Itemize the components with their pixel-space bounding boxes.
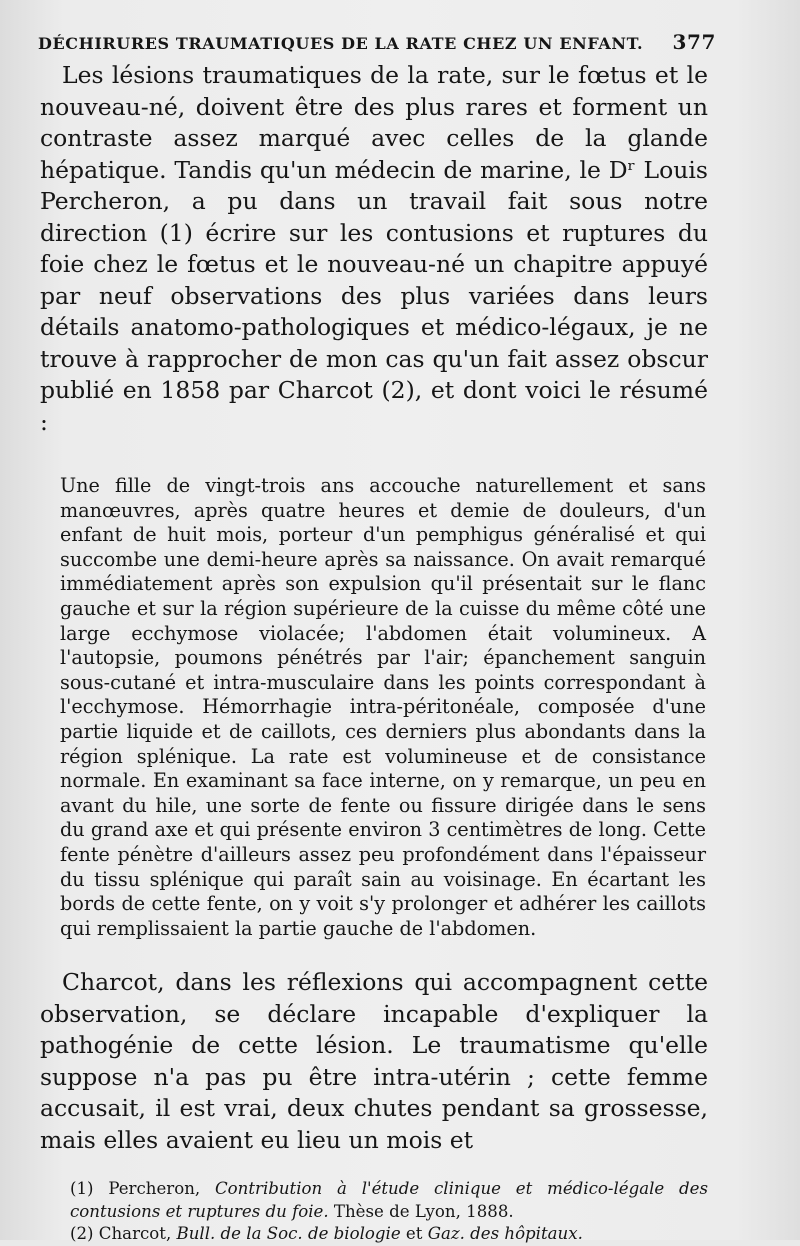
footnote-2-title: Bull. de la Soc. de biologie — [176, 1224, 401, 1244]
footnote-2-title2: Gaz. des hôpitaux. — [427, 1224, 583, 1244]
paragraph-2: Charcot, dans les réflexions qui accompagnent cette observation, se déclare incapable d'expliquer la pathogénie de cette lésion. Le traumatisme qu'elle suppose n'a pas pu être intra-utérin ; cette femme accusait, il est vrai, deux chutes pendant sa grossesse, mais elles avaient eu lieu un mois et — [40, 968, 708, 1154]
paragraph-1: Les lésions traumatiques de la rate, sur le fœtus et le nouveau-né, doivent être des plus rares et forment un contraste assez marqué avec celles de la glande hépatique. Tandis qu'un médecin de marine, le Dʳ Louis Percheron, a pu dans un travail fait sous notre direction (1) écrire sur les contusions et ruptures du foie chez le fœtus et le nouveau-né un chapitre appuyé par neuf observations des plus variées dans leurs détails anatomo-pathologiques et médico-légaux, je ne trouve à rapprocher de mon cas qu'un fait assez obscur publié en 1858 par Charcot (2), et dont voici le résumé : — [40, 61, 708, 436]
footnote-2-marker: (2) — [70, 1224, 94, 1244]
footnote-1-marker: (1) — [70, 1179, 94, 1199]
running-header — [38, 30, 716, 54]
footnote-2-author: Charcot, — [98, 1224, 172, 1244]
footnote-1-rest: Thèse de Lyon, 1888. — [333, 1201, 514, 1221]
footnote-2-and: et — [405, 1224, 423, 1244]
footnote-1-title: Contribution à l'étude clinique et médico-légale des contusions et ruptures du foie. — [70, 1179, 708, 1221]
case-summary-quote: Une fille de vingt-trois ans accouche naturellement et sans manœuvres, après quatre heures et demie de douleurs, d'un enfant de huit mois, porteur d'un pemphigus généralisé et qui succombe une demi-heure après sa naissance. On avait remarqué immédiatement après son expulsion qu'il présentait sur le flanc gauche et sur la région supérieure de la cuisse du même côté une large ecchymose violacée; l'abdomen était volumineux. A l'autopsie, poumons pénétrés par l'air; épanchement sanguin sous-cutané et intra-musculaire dans les points correspondant à l'ecchymose. Hémorrhagie intra-péritonéale, composée d'une partie liquide et de caillots, ces derniers plus abondants dans la région splénique. La rate est volumineuse et de consistance normale. En examinant sa face interne, on y remarque, un peu en avant du hile, une sorte de fente ou fissure dirigée dans le sens du grand axe et qui présente environ 3 centimètres de long. Cette fente pénètre d'ailleurs assez peu profondément dans l'épaisseur du tissu splénique qui paraît sain au voisinage. En écartant les bords de cette fente, on y voit s'y prolonger et adhérer les caillots qui remplissaient la partie gauche de l'abdomen. — [60, 474, 706, 940]
page-number: 377 — [672, 30, 716, 54]
footnotes — [40, 1178, 708, 1246]
footnote-1-author: Percheron, — [108, 1179, 201, 1199]
running-title: DÉCHIRURES TRAUMATIQUES DE LA RATE CHEZ UN ENFANT. — [38, 34, 644, 53]
footnote-2 — [70, 1223, 708, 1246]
footnote-1 — [70, 1178, 708, 1223]
